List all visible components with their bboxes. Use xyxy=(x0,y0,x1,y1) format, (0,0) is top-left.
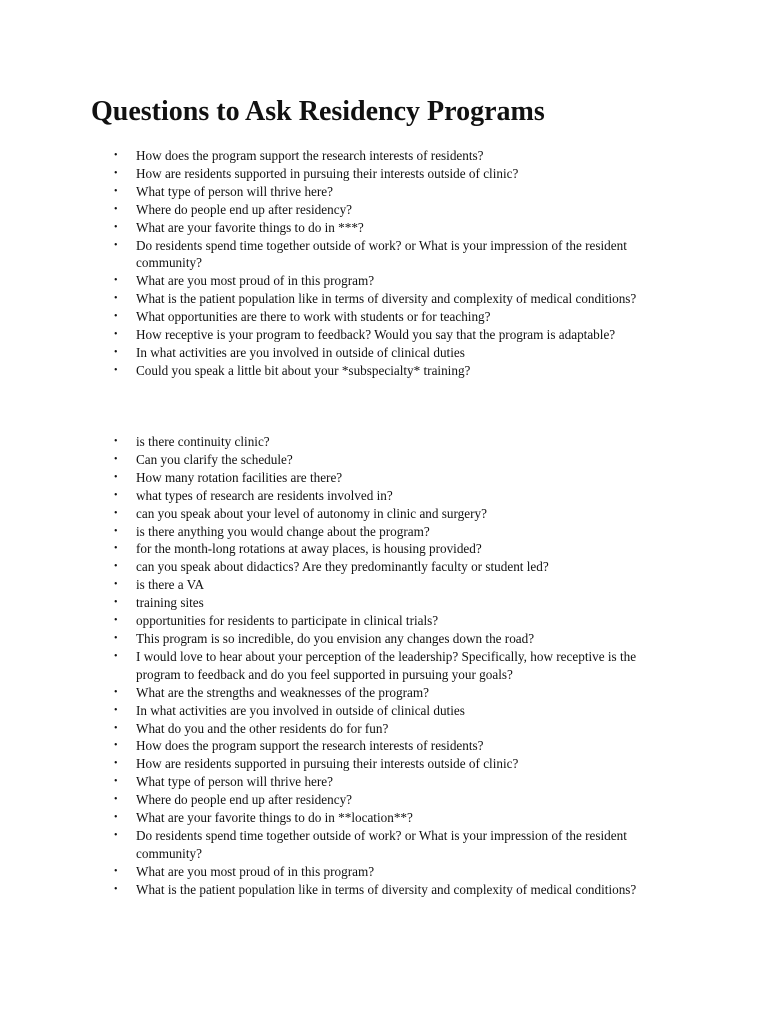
question-text: What are you most proud of in this program? xyxy=(136,273,375,289)
question-item xyxy=(0,237,676,273)
question-text: In what activities are you involved in outside of clinical duties xyxy=(136,702,465,718)
bullet-icon: • xyxy=(114,150,118,161)
question-item xyxy=(0,147,676,165)
question-text: What are your favorite things to do in ***? xyxy=(136,219,364,235)
question-text: what types of research are residents involved in? xyxy=(136,487,393,503)
bullet-icon: • xyxy=(114,794,118,806)
question-text: Could you speak a little bit about your *subspecialty* training? xyxy=(136,362,471,378)
bullet-icon: • xyxy=(114,758,118,770)
question-list-specific xyxy=(0,433,768,899)
bullet-icon: • xyxy=(114,615,118,627)
question-text: can you speak about your level of autonomy in clinic and surgery? xyxy=(136,505,487,521)
question-text: What opportunities are there to work with students or for teaching? xyxy=(136,309,491,325)
bullet-icon: • xyxy=(114,686,118,698)
bullet-icon: • xyxy=(114,740,118,752)
question-text: What are the strengths and weaknesses of the program? xyxy=(136,684,429,700)
question-item xyxy=(0,505,676,523)
question-item xyxy=(0,648,676,684)
question-item xyxy=(0,344,676,362)
question-text: How receptive is your program to feedback? Would you say that the program is adaptable? xyxy=(136,327,616,343)
question-item xyxy=(0,755,676,773)
question-text: Where do people end up after residency? xyxy=(136,792,353,808)
question-item xyxy=(0,881,676,899)
question-text: How are residents supported in pursuing their interests outside of clinic? xyxy=(136,756,519,772)
question-item xyxy=(0,469,676,487)
question-item xyxy=(0,308,676,326)
question-text: This program is so incredible, do you envision any changes down the road? xyxy=(136,630,535,646)
question-text: In what activities are you involved in outside of clinical duties xyxy=(136,344,465,360)
bullet-icon: • xyxy=(114,489,118,501)
question-item xyxy=(0,219,676,237)
bullet-icon: • xyxy=(114,203,118,215)
bullet-icon: • xyxy=(114,883,118,895)
question-text: What is the patient population like in terms of diversity and complexity of medical conditions? xyxy=(136,291,637,307)
bullet-icon: • xyxy=(114,776,118,788)
question-item xyxy=(0,809,676,827)
question-item xyxy=(0,684,676,702)
question-item xyxy=(0,737,676,755)
question-text: How does the program support the research interests of residents? xyxy=(136,148,484,163)
bullet-icon: • xyxy=(114,221,118,233)
question-item xyxy=(0,326,676,344)
question-item xyxy=(0,165,676,183)
question-item xyxy=(0,540,676,558)
bullet-icon: • xyxy=(114,704,118,716)
question-text: What type of person will thrive here? xyxy=(136,774,334,790)
bullet-icon: • xyxy=(114,275,118,287)
bullet-icon: • xyxy=(114,507,118,519)
question-item xyxy=(0,773,676,791)
question-item xyxy=(0,523,676,541)
question-item xyxy=(0,433,676,451)
question-text: What type of person will thrive here? xyxy=(136,183,334,199)
bullet-icon: • xyxy=(114,293,118,305)
question-item xyxy=(0,576,676,594)
question-text: How are residents supported in pursuing their interests outside of clinic? xyxy=(136,165,519,181)
bullet-icon: • xyxy=(114,829,118,841)
bullet-icon: • xyxy=(114,185,118,197)
question-text: Do residents spend time together outside of work? or What is your impression of the resident community? xyxy=(136,237,627,271)
bullet-icon: • xyxy=(114,561,118,573)
question-item xyxy=(0,201,676,219)
question-item xyxy=(0,702,676,720)
question-item xyxy=(0,558,676,576)
bullet-icon: • xyxy=(114,453,118,465)
question-item xyxy=(0,487,676,505)
question-text: training sites xyxy=(136,595,204,611)
bullet-icon: • xyxy=(114,471,118,483)
bullet-icon: • xyxy=(114,579,118,591)
question-text: for the month-long rotations at away places, is housing provided? xyxy=(136,541,482,557)
bullet-icon: • xyxy=(114,525,118,537)
question-text: What is the patient population like in terms of diversity and complexity of medical conditions? xyxy=(136,881,637,897)
bullet-icon: • xyxy=(114,812,118,824)
bullet-icon: • xyxy=(114,722,118,734)
question-item xyxy=(0,362,676,380)
question-item xyxy=(0,183,676,201)
bullet-icon: • xyxy=(114,167,118,179)
question-item xyxy=(0,827,676,863)
question-text: can you speak about didactics? Are they predominantly faculty or student led? xyxy=(136,559,549,575)
page-title: Questions to Ask Residency Programs xyxy=(91,96,545,127)
bullet-icon: • xyxy=(114,543,118,555)
question-item xyxy=(0,612,676,630)
question-text: Where do people end up after residency? xyxy=(136,201,353,217)
bullet-icon: • xyxy=(114,597,118,609)
bullet-icon: • xyxy=(114,311,118,323)
question-item xyxy=(0,630,676,648)
question-item xyxy=(0,290,676,308)
question-text: Can you clarify the schedule? xyxy=(136,451,293,467)
question-text: What are you most proud of in this program? xyxy=(136,863,375,879)
question-list-general xyxy=(0,147,768,380)
question-item xyxy=(0,863,676,881)
question-text: What are your favorite things to do in **location**? xyxy=(136,810,413,826)
question-text: opportunities for residents to participate in clinical trials? xyxy=(136,613,439,629)
question-item xyxy=(0,720,676,738)
question-text: How does the program support the research interests of residents? xyxy=(136,738,484,754)
bullet-icon: • xyxy=(114,329,118,341)
question-item xyxy=(0,791,676,809)
question-item xyxy=(0,272,676,290)
question-item xyxy=(0,594,676,612)
question-text: What do you and the other residents do for fun? xyxy=(136,720,389,736)
question-text: I would love to hear about your perception of the leadership? Specifically, how receptive is the program to feedback and do you feel supported in pursuing your goals? xyxy=(136,648,637,682)
question-text: Do residents spend time together outside of work? or What is your impression of the resident community? xyxy=(136,827,627,861)
question-text: is there a VA xyxy=(136,577,205,593)
bullet-icon: • xyxy=(114,239,118,251)
bullet-icon: • xyxy=(114,632,118,644)
bullet-icon: • xyxy=(114,346,118,358)
question-text: is there anything you would change about the program? xyxy=(136,523,430,539)
question-item xyxy=(0,451,676,469)
bullet-icon: • xyxy=(114,364,118,376)
bullet-icon: • xyxy=(114,436,118,447)
question-text: is there continuity clinic? xyxy=(136,434,270,449)
question-text: How many rotation facilities are there? xyxy=(136,469,343,485)
bullet-icon: • xyxy=(114,650,118,662)
bullet-icon: • xyxy=(114,865,118,877)
